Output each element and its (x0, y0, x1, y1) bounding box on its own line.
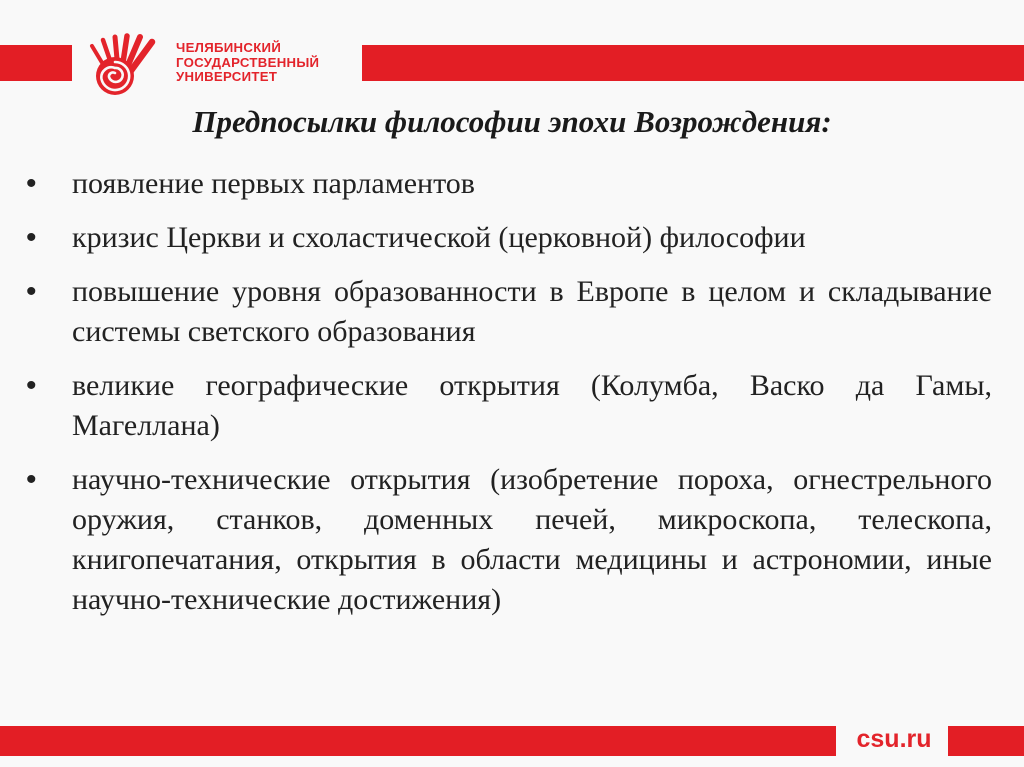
bullet-text: повышение уровня образованности в Европе в целом и складывание системы светского образования (72, 275, 992, 348)
bullet-item (26, 366, 992, 446)
spiral-fan-logo-icon (82, 32, 166, 98)
bullet-item (26, 218, 992, 258)
bullet-marker: • (26, 369, 37, 402)
bullet-marker: • (26, 167, 37, 200)
bullet-text: научно-технические открытия (изобретение пороха, огнестрельного оружия, станков, доменных печей, микроскопа, телескопа, книгопечатания, открытия в области медицины и астрономии, иные научно-технические достижения) (72, 463, 992, 616)
bullet-item (26, 272, 992, 352)
footer-red-bar-left (0, 726, 836, 756)
university-name-line: ЧЕЛЯБИНСКИЙ (176, 40, 282, 55)
slide-title: Предпосылки философии эпохи Возрождения: (192, 104, 832, 139)
bullet-item (26, 164, 992, 204)
bullet-marker: • (26, 275, 37, 308)
footer-red-bar-right (948, 726, 1024, 756)
bullet-text: кризис Церкви и схоластической (церковной) философии (72, 221, 806, 254)
header-red-bar-right (362, 45, 1024, 81)
bullet-text: великие географические открытия (Колумба, Васко да Гамы, Магеллана) (72, 369, 992, 442)
university-name-line: УНИВЕРСИТЕТ (176, 69, 278, 84)
bullet-text: появление первых парламентов (72, 167, 475, 200)
bullet-marker: • (26, 221, 37, 254)
header-red-bar-left (0, 45, 72, 81)
university-name (176, 41, 319, 85)
bullet-marker: • (26, 463, 37, 496)
bullet-item (26, 460, 992, 620)
university-name-line: ГОСУДАРСТВЕННЫЙ (176, 54, 320, 70)
bullet-list (26, 164, 992, 634)
site-link[interactable]: csu.ru (856, 725, 932, 753)
